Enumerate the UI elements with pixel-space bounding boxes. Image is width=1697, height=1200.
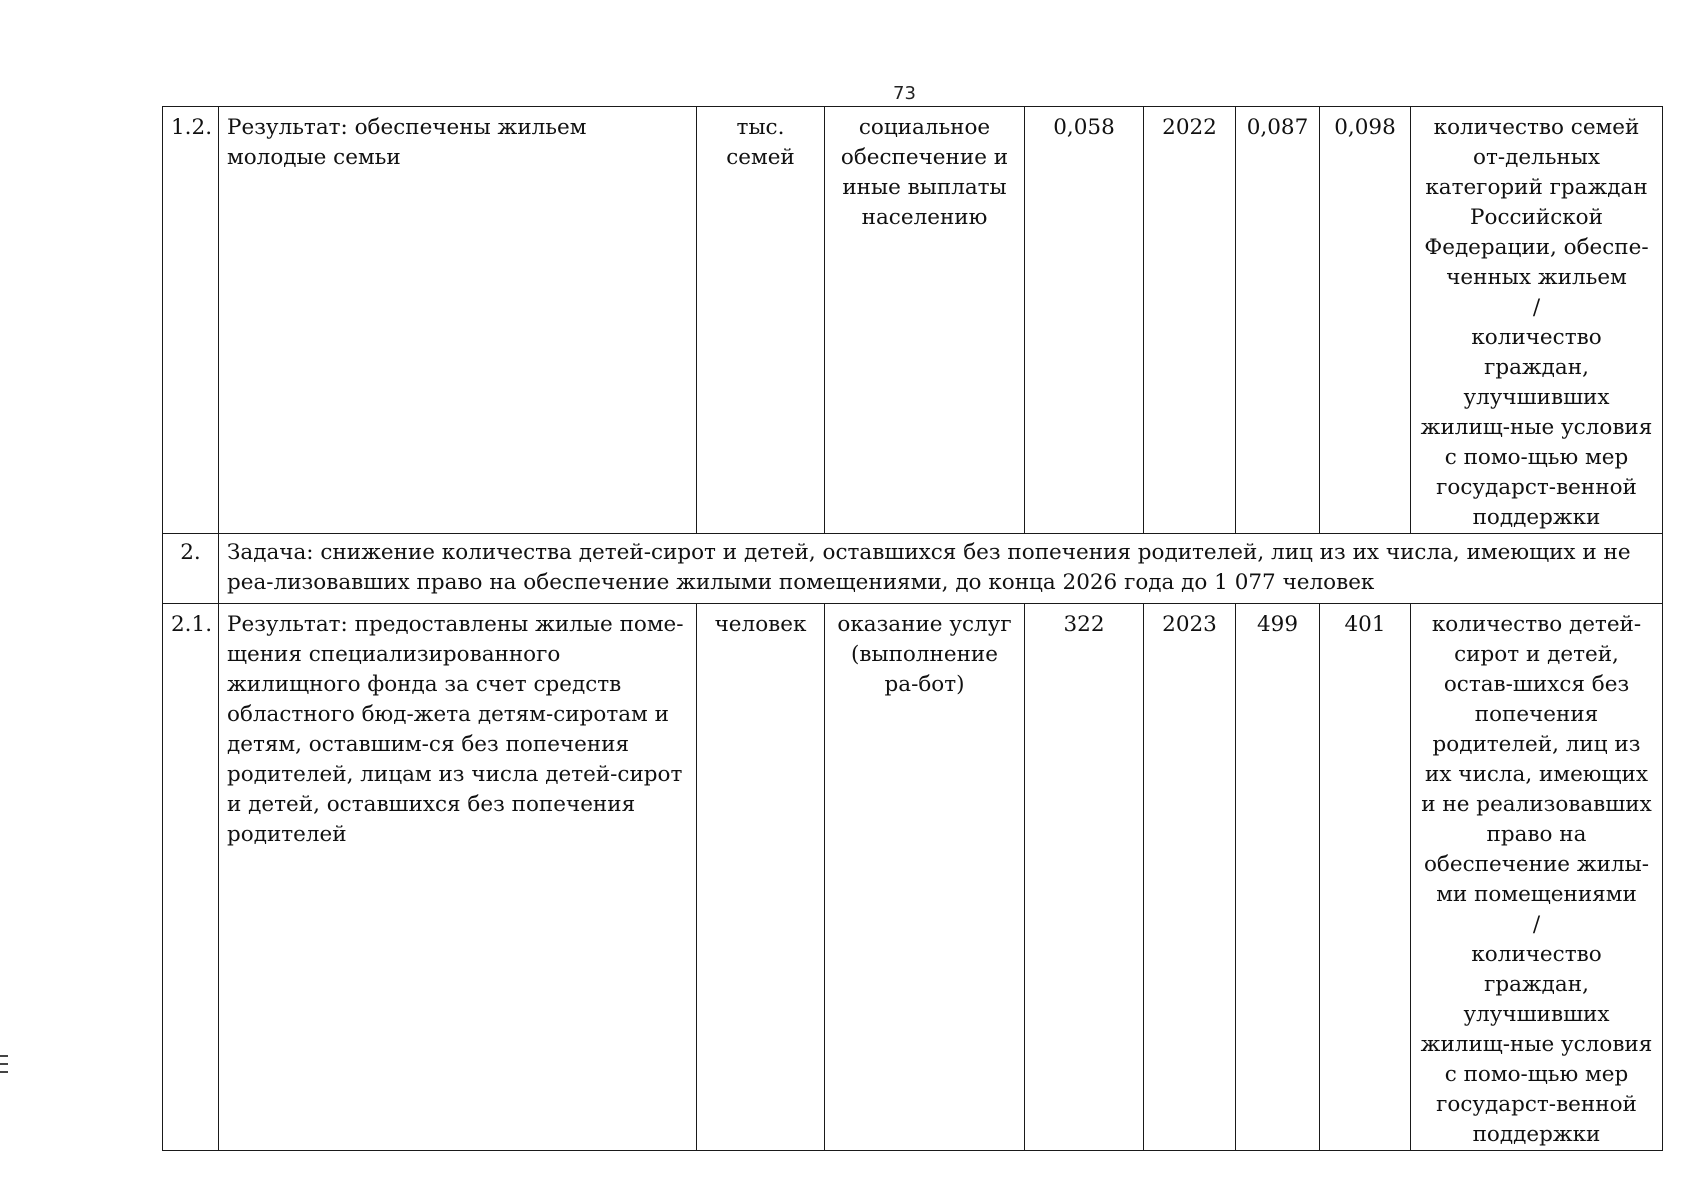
- table-row-2: [163, 534, 1663, 604]
- table-row-1-2: [163, 107, 1663, 534]
- method-cell: [1411, 604, 1663, 1151]
- base-value-cell: 0,058: [1025, 107, 1144, 534]
- base-value-cell: 322: [1025, 604, 1144, 1151]
- row-number: 2.: [163, 534, 219, 604]
- indicators-table: [162, 106, 1663, 1151]
- method-separator: /: [1532, 912, 1541, 937]
- method-numerator: количество семей от-дельных категорий граждан Российской Федерации, обеспе-ченных жильем: [1424, 115, 1649, 290]
- task-text: Задача: снижение количества детей-сирот и детей, оставшихся без попечения родителей, лиц из их числа, имеющих и не реа-лизовавших право на обеспечение жилыми помещениями, до конца 2026 года до 1 077 человек: [219, 534, 1663, 604]
- result-name: Результат: предоставлены жилые поме-щения специализированного жилищного фонда за счет средств областного бюд-жета детям-сиротам и детям, оставшим-ся без попечения родителей, лицам из числа детей-сирот и детей, оставшихся без попечения родителей: [219, 604, 697, 1151]
- value-1-cell: 499: [1236, 604, 1320, 1151]
- value-1-cell: 0,087: [1236, 107, 1320, 534]
- method-denominator: количество граждан, улучшивших жилищ-ные условия с помо-щью мер государст-венной поддержки: [1420, 325, 1653, 530]
- edge-mark: [0, 1071, 8, 1073]
- expense-type-cell: оказание услуг (выполнение ра-бот): [825, 604, 1025, 1151]
- value-2-cell: 401: [1320, 604, 1411, 1151]
- base-year-cell: 2023: [1144, 604, 1236, 1151]
- method-cell: [1411, 107, 1663, 534]
- table-row-2-1: [163, 604, 1663, 1151]
- row-number: 2.1.: [163, 604, 219, 1151]
- result-name: Результат: обеспечены жильем молодые семьи: [219, 107, 697, 534]
- edge-mark: [0, 1063, 8, 1065]
- method-denominator: количество граждан, улучшивших жилищ-ные условия с помо-щью мер государст-венной поддержки: [1420, 942, 1653, 1147]
- row-number: 1.2.: [163, 107, 219, 534]
- unit-cell: человек: [697, 604, 825, 1151]
- method-separator: /: [1532, 295, 1541, 320]
- value-2-cell: 0,098: [1320, 107, 1411, 534]
- scan-edge-marks: [0, 1055, 10, 1079]
- unit-cell: тыс. семей: [697, 107, 825, 534]
- edge-mark: [0, 1055, 8, 1057]
- expense-type-cell: социальное обеспечение и иные выплаты населению: [825, 107, 1025, 534]
- base-year-cell: 2022: [1144, 107, 1236, 534]
- method-numerator: количество детей-сирот и детей, остав-шихся без попечения родителей, лиц из их числа, имеющих и не реализовавших право на обеспечение жилы-ми помещениями: [1421, 612, 1652, 907]
- page-number: 73: [893, 83, 916, 104]
